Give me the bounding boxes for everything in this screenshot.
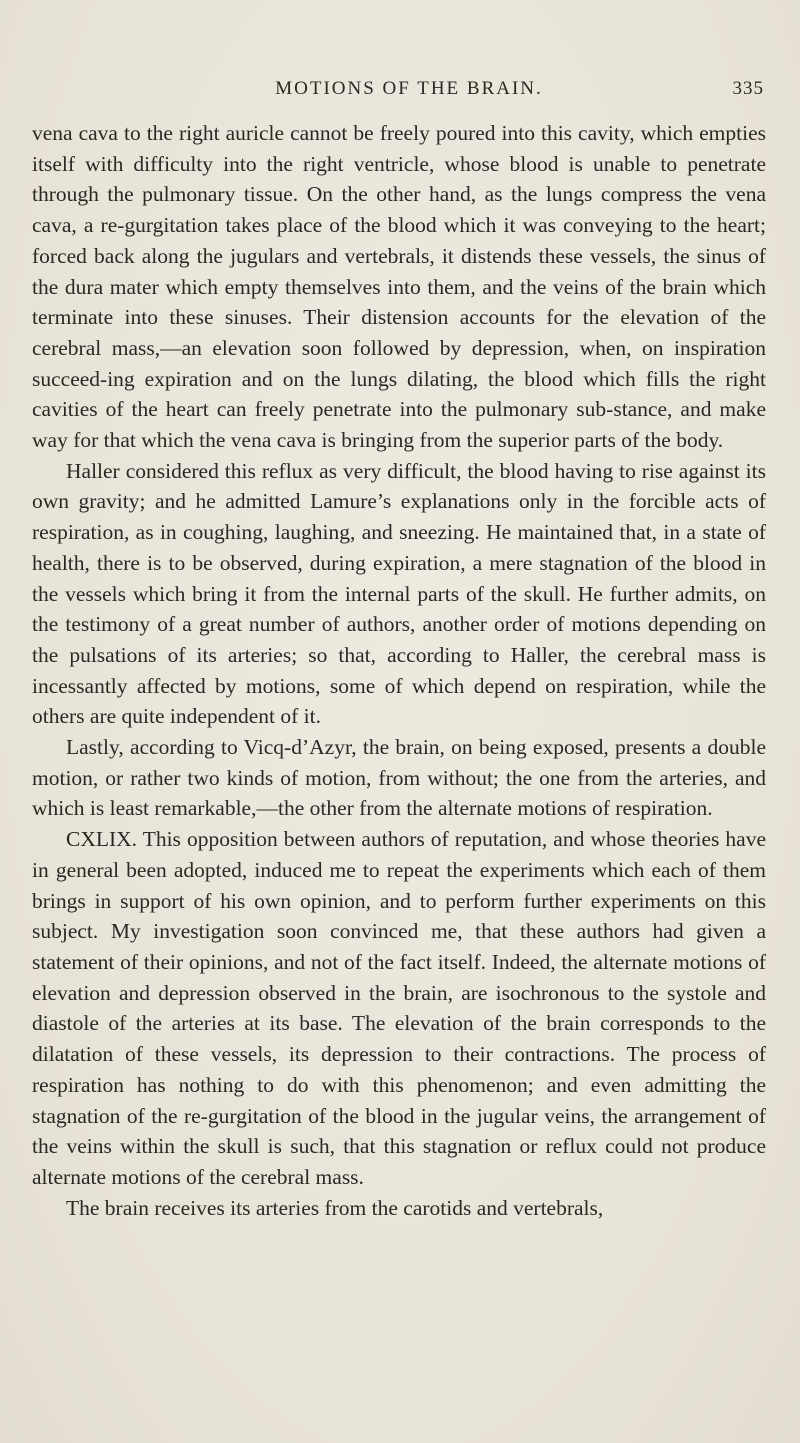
paragraph-arteries: The brain receives its arteries from the carotids and vertebrals, — [66, 1195, 604, 1220]
page-number: 335 — [732, 78, 764, 99]
paragraph-cxlix: CXLIX. This opposition between authors of reputation, and whose theories have in general been adopted, induced me to repeat the experiments which each of them brings in support of his own opinion, and to perform further experiments on this subject. My investigation soon convinced me, that these authors had given a statement of their opinions, and not of the fact itself. Indeed, the alternate motions of elevation and depression observed in the brain, are isochronous to the systole and diastole of the arteries at its base. The elevation of the brain corresponds to the dilatation of these vessels, its depression to their contractions. The process of respiration has nothing to do with this phenomenon; and even admitting the stagnation of the re-gurgitation of the blood in the jugular veins, the arrangement of the veins within the skull is such, that this stagnation or reflux could not produce alternate motions of the cerebral mass. — [32, 827, 766, 1189]
paragraph-continuation: vena cava to the right auricle cannot be freely poured into this cavity, which empties itself with difficulty into the right ventricle, whose blood is unable to penetrate through the pulmonary tissue. On the other hand, as the lungs compress the vena cava, a re-gurgitation takes place of the blood which it was conveying to the heart; forced back along the jugulars and vertebrals, it distends these vessels, the sinus of the dura mater which empty themselves into them, and the veins of the brain which terminate into these sinuses. Their distension accounts for the elevation of the cerebral mass,—an elevation soon followed by depression, when, on inspiration succeed-ing expiration and on the lungs dilating, the blood which fills the right cavities of the heart can freely penetrate into the pulmonary sub-stance, and make way for that which the vena cava is bringing from the superior parts of the body. — [32, 121, 766, 453]
running-title: MOTIONS OF THE BRAIN. — [275, 78, 543, 99]
paragraph-haller: Haller considered this reflux as very difficult, the blood having to rise against its own gravity; and he admitted Lamure’s explanations only in the forcible acts of respiration, as in coughing, laughing, and sneezing. He maintained that, in a state of health, there is to be observed, during expiration, a mere stagnation of the blood in the vessels which bring it from the internal parts of the skull. He further admits, on the testimony of a great number of authors, another order of motions depending on the pulsations of its arteries; so that, according to Haller, the cerebral mass is incessantly affected by motions, some of which depend on respiration, while the others are quite independent of it. — [32, 458, 766, 729]
paragraph-vicq-dazyr: Lastly, according to Vicq-d’Azyr, the brain, on being exposed, presents a double motion, or rather two kinds of motion, from without; the one from the arteries, and which is least remarkable,—the other from the alternate motions of respiration. — [32, 735, 766, 821]
body-text — [32, 118, 766, 1223]
running-head — [32, 78, 766, 118]
